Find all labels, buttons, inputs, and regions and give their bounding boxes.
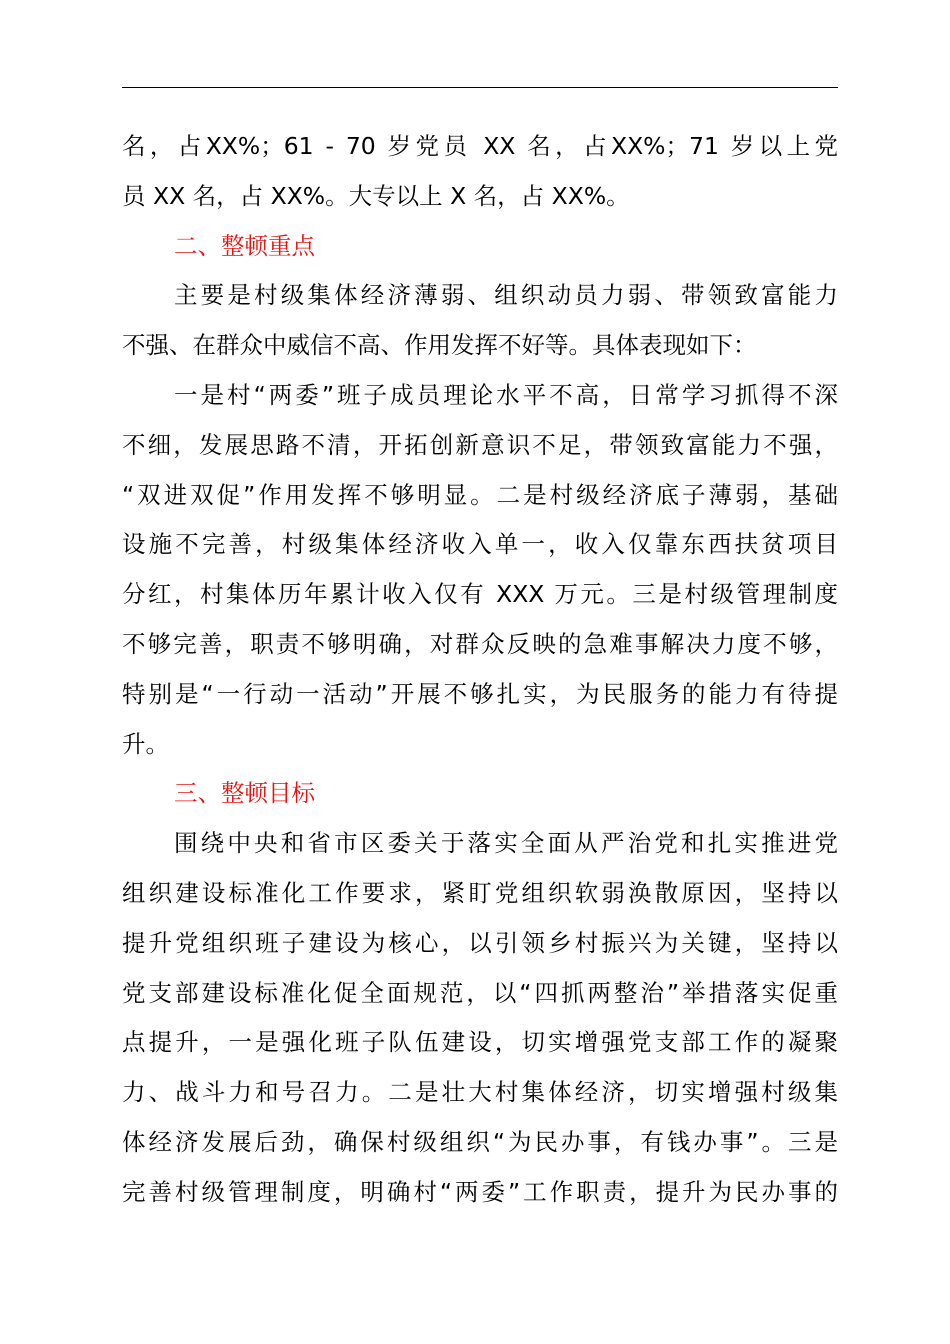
section-heading-focus: 二、整顿重点 <box>174 231 315 260</box>
paragraph-line: 员 XX 名，占 XX%。大专以上 X 名，占 XX%。 <box>122 181 630 210</box>
section-heading-goals: 三、整顿目标 <box>174 779 315 808</box>
paragraph-line: 不强、在群众中威信不高、作用发挥不好等。具体表现如下： <box>122 331 757 360</box>
paragraph-line: 力、战斗力和号召力。二是壮大村集体经济，切实增强村级集 <box>122 1078 838 1107</box>
paragraph-line: 党支部建设标准化促全面规范，以“四抓两整治”举措落实促重 <box>122 978 838 1007</box>
paragraph-line: 围绕中央和省市区委关于落实全面从严治党和扎实推进党 <box>174 829 838 858</box>
paragraph-line: 不细，发展思路不清，开拓创新意识不足，带领致富能力不强， <box>122 430 838 459</box>
paragraph-line: 分红，村集体历年累计收入仅有 XXX 万元。三是村级管理制度 <box>122 580 838 609</box>
paragraph-line: 名，占XX%；61 - 70 岁党员 XX 名，占XX%；71 岁以上党 <box>122 132 838 160</box>
paragraph-line: 升。 <box>122 729 169 758</box>
paragraph-line: 点提升，一是强化班子队伍建设，切实增强党支部工作的凝聚 <box>122 1028 838 1057</box>
header-rule <box>122 87 838 88</box>
paragraph-line: 设施不完善，村级集体经济收入单一，收入仅靠东西扶贫项目 <box>122 530 838 559</box>
paragraph-line: 特别是“一行动一活动”开展不够扎实，为民服务的能力有待提 <box>122 679 838 708</box>
paragraph-line: 组织建设标准化工作要求，紧盯党组织软弱涣散原因，坚持以 <box>122 878 838 907</box>
paragraph-line: “双进双促”作用发挥不够明显。二是村级经济底子薄弱，基础 <box>122 480 838 509</box>
document-body <box>122 122 838 1218</box>
paragraph-line: 一是村“两委”班子成员理论水平不高，日常学习抓得不深 <box>174 380 838 409</box>
paragraph-line: 完善村级管理制度，明确村“两委”工作职责，提升为民办事的 <box>122 1177 838 1206</box>
paragraph-line: 提升党组织班子建设为核心，以引领乡村振兴为关键，坚持以 <box>122 928 838 957</box>
paragraph-line: 不够完善，职责不够明确，对群众反映的急难事解决力度不够， <box>122 629 838 658</box>
paragraph-line: 体经济发展后劲，确保村级组织“为民办事，有钱办事”。三是 <box>122 1127 838 1156</box>
paragraph-line: 主要是村级集体经济薄弱、组织动员力弱、带领致富能力 <box>174 281 838 310</box>
